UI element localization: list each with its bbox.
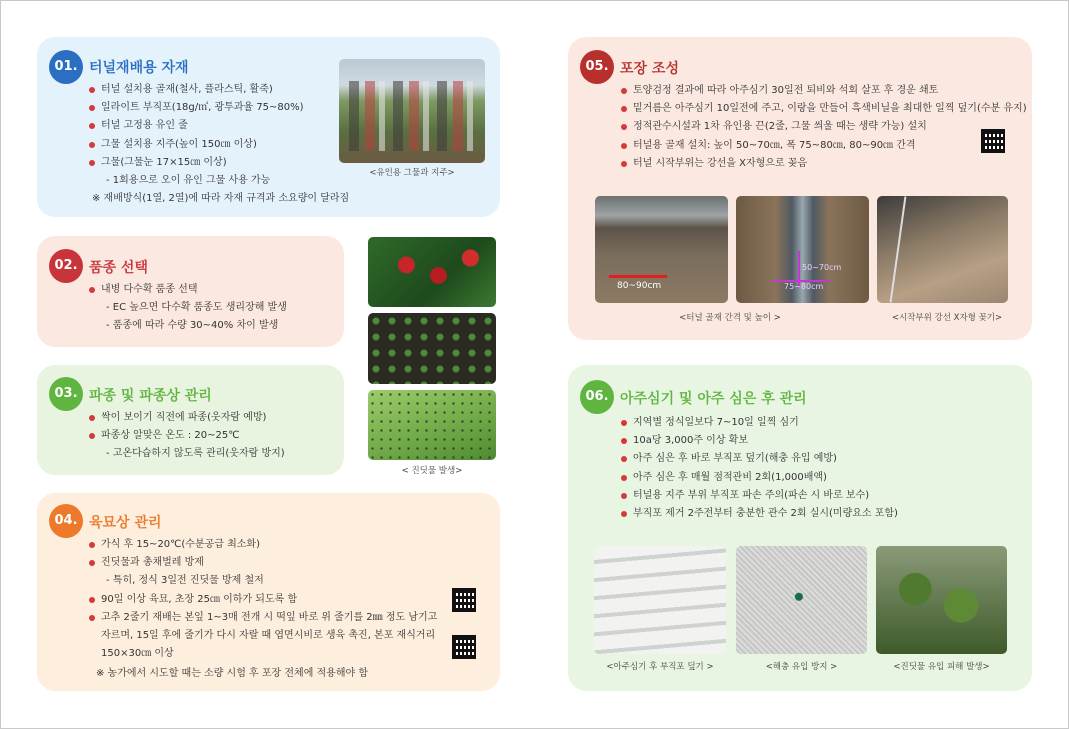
photo-label: 75~80cm: [784, 282, 824, 291]
list-subitem: - 품종에 따라 수량 30~40% 차이 발생: [106, 320, 279, 332]
list-item: 터널 설치용 골재(철사, 플라스틱, 활죽): [88, 81, 349, 99]
section-04-title: 육묘상 관리: [89, 515, 162, 531]
list-item: 일라이트 부직포(18g/㎡, 광투과율 75~80%): [88, 99, 349, 117]
bullet-icon: [621, 456, 627, 462]
section-01-list: [88, 81, 349, 208]
list-item: 파종상 알맞은 온도 : 20~25℃: [88, 427, 285, 445]
bullet-icon: [89, 287, 95, 293]
bullet-icon: [621, 143, 627, 149]
photo-red-peppers: [368, 237, 496, 307]
list-item: 내병 다수확 품종 선택: [88, 281, 287, 299]
caption-nonwoven-cover: <아주심기 후 부직포 덮기 >: [606, 662, 714, 672]
list-item: 가식 후 15~20℃(수분공급 최소화): [88, 536, 437, 554]
bullet-icon: [621, 161, 627, 167]
caption-aphid-damage: <진딧물 유입 피해 발생>: [893, 662, 990, 672]
bullet-icon: [89, 105, 95, 111]
list-item-continued: 자르며, 15일 후에 줄기가 다시 자랄 때 엽면시비로 생육 촉진, 본포 재식거리: [101, 630, 436, 642]
section-05-list: [620, 82, 1027, 173]
list-item: 아주 심은 후 바로 부직포 덮기(해충 유입 예방): [620, 450, 898, 468]
bullet-icon: [621, 475, 627, 481]
list-item: 그물 설치용 지주(높이 150㎝ 이상): [88, 136, 349, 154]
bullet-icon: [89, 597, 95, 603]
bullet-icon: [89, 615, 95, 621]
bullet-icon: [621, 88, 627, 94]
list-item: 지역별 정식일보다 7~10일 일찍 심기: [620, 414, 898, 432]
photo-aphid-damage: [876, 546, 1007, 654]
photo-aphid-leaf: [368, 390, 496, 460]
bullet-icon: [621, 124, 627, 130]
bullet-icon: [621, 106, 627, 112]
bullet-icon: [89, 87, 95, 93]
list-note: ※ 재배방식(1열, 2열)에 따라 자재 규격과 소요량이 달라짐: [92, 193, 350, 205]
section-02-title: 품종 선택: [89, 260, 148, 276]
list-item: 진딧물과 총채벌레 방제: [88, 554, 437, 572]
list-item: 터널 시작부위는 강선을 X자형으로 꽂음: [620, 155, 1027, 173]
list-item-continued: 150×30㎝ 이상: [101, 648, 174, 660]
list-subitem: - 1회용으로 오이 유인 그물 사용 가능: [106, 175, 271, 187]
bullet-icon: [621, 420, 627, 426]
bullet-icon: [621, 493, 627, 499]
caption-tunnel-spacing: <터널 골재 간격 및 높이 >: [679, 313, 781, 323]
list-item: 정적관수시설과 1차 유인용 끈(2줄, 그물 씌울 때는 생략 가능) 설치: [620, 118, 1027, 136]
section-03-badge: 03.: [49, 377, 83, 411]
photo-label: 50~70cm: [802, 263, 842, 272]
bullet-icon: [621, 438, 627, 444]
wire-x: [890, 196, 907, 302]
list-subitem: - 특히, 정식 3일전 진딧물 방제 철저: [106, 575, 264, 587]
section-02-badge: 02.: [49, 249, 83, 283]
section-06-badge: 06.: [580, 380, 614, 414]
photo-label: 80~90cm: [617, 281, 662, 291]
list-item: 터널용 지주 부위 부직포 파손 주의(파손 시 바로 보수): [620, 487, 898, 505]
list-subitem: - EC 높으면 다수확 품종도 생리장해 발생: [106, 302, 287, 314]
list-note: ※ 농가에서 시도할 때는 소량 시험 후 포장 전체에 적용해야 함: [96, 668, 369, 680]
photo-nonwoven-cover: [594, 546, 726, 654]
list-item: 고추 2줄기 재배는 본잎 1~3매 전개 시 떡잎 바로 위 줄기를 2㎜ 정도 남기고: [88, 609, 437, 627]
bullet-icon: [89, 142, 95, 148]
photo-pest-block: [736, 546, 867, 654]
list-item: 터널 고정용 유인 줄: [88, 117, 349, 135]
caption-x-shape-wire: <시작부위 강선 X자형 꽂기>: [891, 313, 1003, 323]
photo-x-shape-wire: [877, 196, 1008, 303]
bullet-icon: [89, 560, 95, 566]
list-item: 싹이 보이기 직전에 파종(웃자람 예방): [88, 409, 285, 427]
bullet-icon: [89, 123, 95, 129]
section-06-title: 아주심기 및 아주 심은 후 관리: [620, 391, 807, 407]
section-04-badge: 04.: [49, 504, 83, 538]
section-01-badge: 01.: [49, 50, 83, 84]
qr-code-icon[interactable]: [452, 635, 476, 659]
list-item: 밑거름은 아주심기 10일전에 주고, 이랑을 만들어 흑색비닐을 최대한 일찍 덮기(수분 유지): [620, 100, 1027, 118]
list-item: 90일 이상 육묘, 초장 25㎝ 이하가 되도록 함: [88, 591, 437, 609]
list-subitem: - 고온다습하지 않도록 관리(웃자람 방지): [106, 448, 285, 460]
caption-aphid: < 진딧물 발생>: [401, 466, 463, 476]
photo-seedling-tray: [368, 313, 496, 384]
qr-code-icon[interactable]: [452, 588, 476, 612]
photo-net-and-posts: [339, 59, 485, 163]
list-item: 토양검정 결과에 따라 아주심기 30일전 퇴비와 석회 살포 후 경운 쇄토: [620, 82, 1027, 100]
caption-pest-block: <해충 유입 방지 >: [765, 662, 838, 672]
bullet-icon: [621, 511, 627, 517]
section-05-badge: 05.: [580, 50, 614, 84]
photo-tunnel-spacing: [595, 196, 728, 303]
section-06-list: [620, 414, 898, 523]
section-01-title: 터널재배용 자재: [89, 60, 189, 76]
bullet-icon: [89, 415, 95, 421]
caption-net-and-posts: <유인용 그물과 지주>: [369, 168, 455, 178]
section-04-list: [88, 536, 437, 684]
photo-tunnel-height: [736, 196, 869, 303]
section-02-list: [88, 281, 287, 336]
section-03-title: 파종 및 파종상 관리: [89, 388, 212, 404]
bullet-icon: [89, 433, 95, 439]
section-03-list: [88, 409, 285, 464]
qr-code-icon[interactable]: [981, 129, 1005, 153]
list-item: 그물(그물눈 17×15㎝ 이상): [88, 154, 349, 172]
list-item: 터널용 골재 설치: 높이 50~70㎝, 폭 75~80㎝, 80~90㎝ 간격: [620, 137, 1027, 155]
measure-line: [609, 275, 667, 278]
list-item: 10a당 3,000주 이상 확보: [620, 432, 898, 450]
list-item: 부직포 제거 2주전부터 충분한 관수 2회 실시(미량요소 포함): [620, 505, 898, 523]
section-05-title: 포장 조성: [620, 61, 679, 77]
bullet-icon: [89, 542, 95, 548]
people-silhouettes: [349, 81, 475, 151]
bullet-icon: [89, 160, 95, 166]
list-item: 아주 심은 후 매월 점적관비 2회(1,000배액): [620, 469, 898, 487]
